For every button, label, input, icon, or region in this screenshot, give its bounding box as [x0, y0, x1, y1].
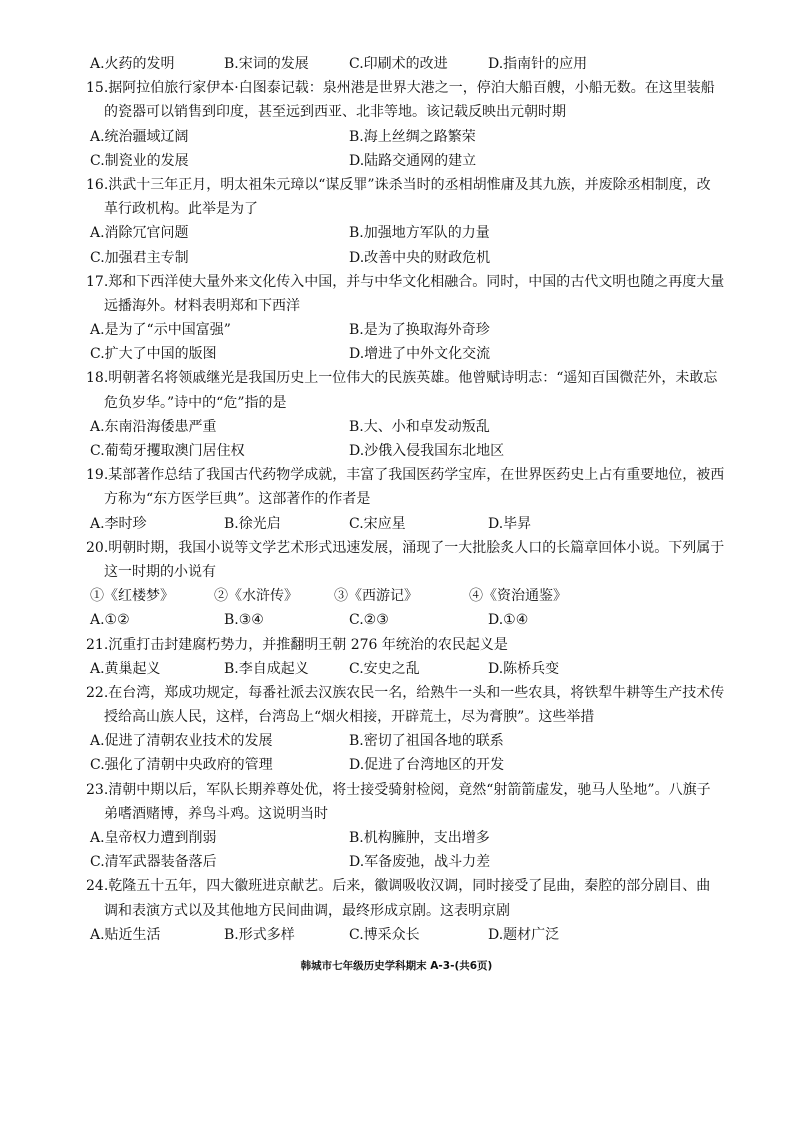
q24-options — [86, 923, 726, 947]
q24-option-a: A.贴近生活 — [90, 926, 161, 943]
q20-option-d: D.①④ — [488, 612, 529, 629]
q17-options-row2 — [86, 342, 726, 366]
q20-item-3: ③《西游记》 — [334, 588, 418, 605]
q19-option-c: C.宋应星 — [349, 515, 406, 532]
q14-option-b: B.宋词的发展 — [224, 56, 309, 72]
q22-option-c: C.强化了清朝中央政府的管理 — [90, 757, 273, 774]
q17-option-c: C.扩大了中国的版图 — [90, 346, 217, 363]
q19-option-a: A.李时珍 — [90, 515, 147, 532]
q19-options — [86, 512, 726, 536]
q17-stem: 17.郑和下西洋使大量外来文化传入中国，并与中华文化相融合。同时，中国的古代文明也随之再度大量 — [86, 273, 725, 290]
q15-options-row1 — [86, 125, 726, 149]
q21-option-b: B.李自成起义 — [224, 660, 309, 677]
q17-option-b: B.是为了换取海外奇珍 — [349, 322, 490, 339]
q20-items — [86, 584, 726, 608]
q16-stem: 16.洪武十三年正月，明太祖朱元璋以“谋反罪”诛杀当时的丞相胡惟庸及其九族，并废除丞相制度，改 — [86, 176, 711, 193]
q24-option-b: B.形式多样 — [224, 926, 295, 943]
q23-stem-cont: 弟嗜酒赌博，养鸟斗鸡。这说明当时 — [104, 805, 328, 822]
q24-option-c: C.博采众长 — [349, 926, 420, 943]
q18-option-c: C.葡萄牙攫取澳门居住权 — [90, 443, 245, 459]
q18-options-row2 — [86, 439, 726, 463]
q21-option-c: C.安史之乱 — [349, 660, 420, 677]
q19-option-b: B.徐光启 — [224, 515, 281, 532]
page-footer: 韩城市七年级历史学科期末 A-3-(共6页) — [300, 960, 493, 972]
q20-options — [86, 608, 726, 632]
q23-option-b: B.机构臃肿，支出增多 — [349, 830, 490, 846]
q24-stem: 24.乾隆五十五年，四大徽班进京献艺。后来，徽调吸收汉调，同时接受了昆曲，秦腔的部分剧目、曲 — [86, 878, 711, 895]
q22-stem-cont: 授给高山族人民，这样，台湾岛上“烟火相接，开辟荒土，尽为膏腴”。这些举措 — [104, 709, 595, 726]
q17-stem-cont: 远播海外。材料表明郑和下西洋 — [104, 297, 300, 314]
q14-options — [86, 52, 726, 76]
q20-option-a: A.①② — [90, 612, 130, 629]
q15-stem: 15.据阿拉伯旅行家伊本·白图泰记载：泉州港是世界大港之一，停泊大船百艘，小船无数。在这里装船 — [86, 80, 715, 97]
question-list — [86, 52, 726, 947]
q19-option-d: D.毕昇 — [488, 515, 532, 532]
q23-stem: 23.清朝中期以后，军队长期养尊处优，将士接受骑射检阅，竟然“射箭箭虚发，驰马人坠地”。八旗子 — [86, 781, 711, 798]
q24-option-d: D.题材广泛 — [488, 926, 560, 943]
q20-item-1: ①《红楼梦》 — [90, 588, 174, 605]
q16-stem-cont: 革行政机构。此举是为了 — [104, 201, 258, 218]
q22-stem: 22.在台湾，郑成功规定，每番社派去汉族农民一名，给熟牛一头和一些农具，将铁犁牛耕等生产技术传 — [86, 684, 725, 701]
q17-options-row1 — [86, 318, 726, 342]
q22-options-row1 — [86, 729, 726, 753]
q20-option-b: B.③④ — [224, 612, 264, 629]
q20-stem-cont: 这一时期的小说有 — [104, 563, 216, 580]
q16-option-b: B.加强地方军队的力量 — [349, 225, 490, 242]
q14-option-a: A.火药的发明 — [90, 56, 175, 72]
q18-stem: 18.明朝著名将领戚继光是我国历史上一位伟大的民族英雄。他曾赋诗明志：“遥知百国微茫外，未敢忘 — [86, 370, 718, 387]
q18-option-a: A.东南沿海倭患严重 — [90, 418, 217, 435]
q22-options-row2 — [86, 753, 726, 777]
q20-item-2: ②《水浒传》 — [214, 588, 298, 605]
q15-options-row2 — [86, 149, 726, 173]
q19-stem-cont: 方称为“东方医学巨典”。这部著作的作者是 — [104, 491, 371, 508]
q15-option-a: A.统治疆域辽阔 — [90, 128, 189, 145]
q18-options-row1 — [86, 415, 726, 439]
q24-stem-cont: 调和表演方式以及其他地方民间曲调，最终形成京剧。这表明京剧 — [104, 902, 510, 919]
q21-option-d: D.陈桥兵变 — [488, 660, 560, 677]
q15-option-c: C.制瓷业的发展 — [90, 152, 189, 169]
q18-option-b: B.大、小和卓发动叛乱 — [349, 418, 490, 435]
q16-option-d: D.改善中央的财政危机 — [349, 249, 491, 266]
q22-option-a: A.促进了清朝农业技术的发展 — [90, 733, 273, 750]
q15-stem-cont: 的瓷器可以销售到印度，甚至远到西亚、北非等地。该记载反映出元朝时期 — [104, 104, 566, 121]
q16-options-row1 — [86, 221, 726, 245]
q22-option-d: D.促进了台湾地区的开发 — [349, 757, 505, 774]
q20-item-4: ④《资治通鉴》 — [469, 588, 567, 605]
q16-options-row2 — [86, 246, 726, 270]
q21-options — [86, 657, 726, 681]
q22-option-b: B.密切了祖国各地的联系 — [349, 733, 504, 750]
q20-option-c: C.②③ — [349, 612, 389, 629]
q14-option-c: C.印刷术的改进 — [349, 56, 448, 72]
q23-options-row2 — [86, 850, 726, 874]
q17-option-a: A.是为了“示中国富强” — [90, 322, 231, 339]
q16-option-c: C.加强君主专制 — [90, 249, 189, 266]
q14-option-d: D.指南针的应用 — [488, 56, 588, 72]
q18-stem-cont: 危负岁华。”诗中的“危”指的是 — [104, 394, 287, 411]
q17-option-d: D.增进了中外文化交流 — [349, 346, 491, 363]
q23-option-c: C.清军武器装备落后 — [90, 854, 217, 871]
q23-option-d: D.军备废弛，战斗力差 — [349, 854, 491, 871]
q15-option-b: B.海上丝绸之路繁荣 — [349, 128, 476, 145]
q21-option-a: A.黄巢起义 — [90, 660, 161, 677]
q23-option-a: A.皇帝权力遭到削弱 — [90, 830, 217, 846]
q23-options-row1 — [86, 826, 726, 850]
q21-stem: 21.沉重打击封建腐朽势力，并推翻明王朝 276 年统治的农民起义是 — [86, 636, 508, 653]
q15-option-d: D.陆路交通网的建立 — [349, 152, 477, 169]
q19-stem: 19.某部著作总结了我国古代药物学成就，丰富了我国医药学宝库，在世界医药史上占有重要地位，被西 — [86, 467, 725, 484]
q16-option-a: A.消除冗官问题 — [90, 225, 189, 242]
q20-stem: 20.明朝时期，我国小说等文学艺术形式迅速发展，涌现了一大批脍炙人口的长篇章回体小说。下列属于 — [86, 539, 725, 556]
q18-option-d: D.沙俄入侵我国东北地区 — [349, 443, 505, 459]
